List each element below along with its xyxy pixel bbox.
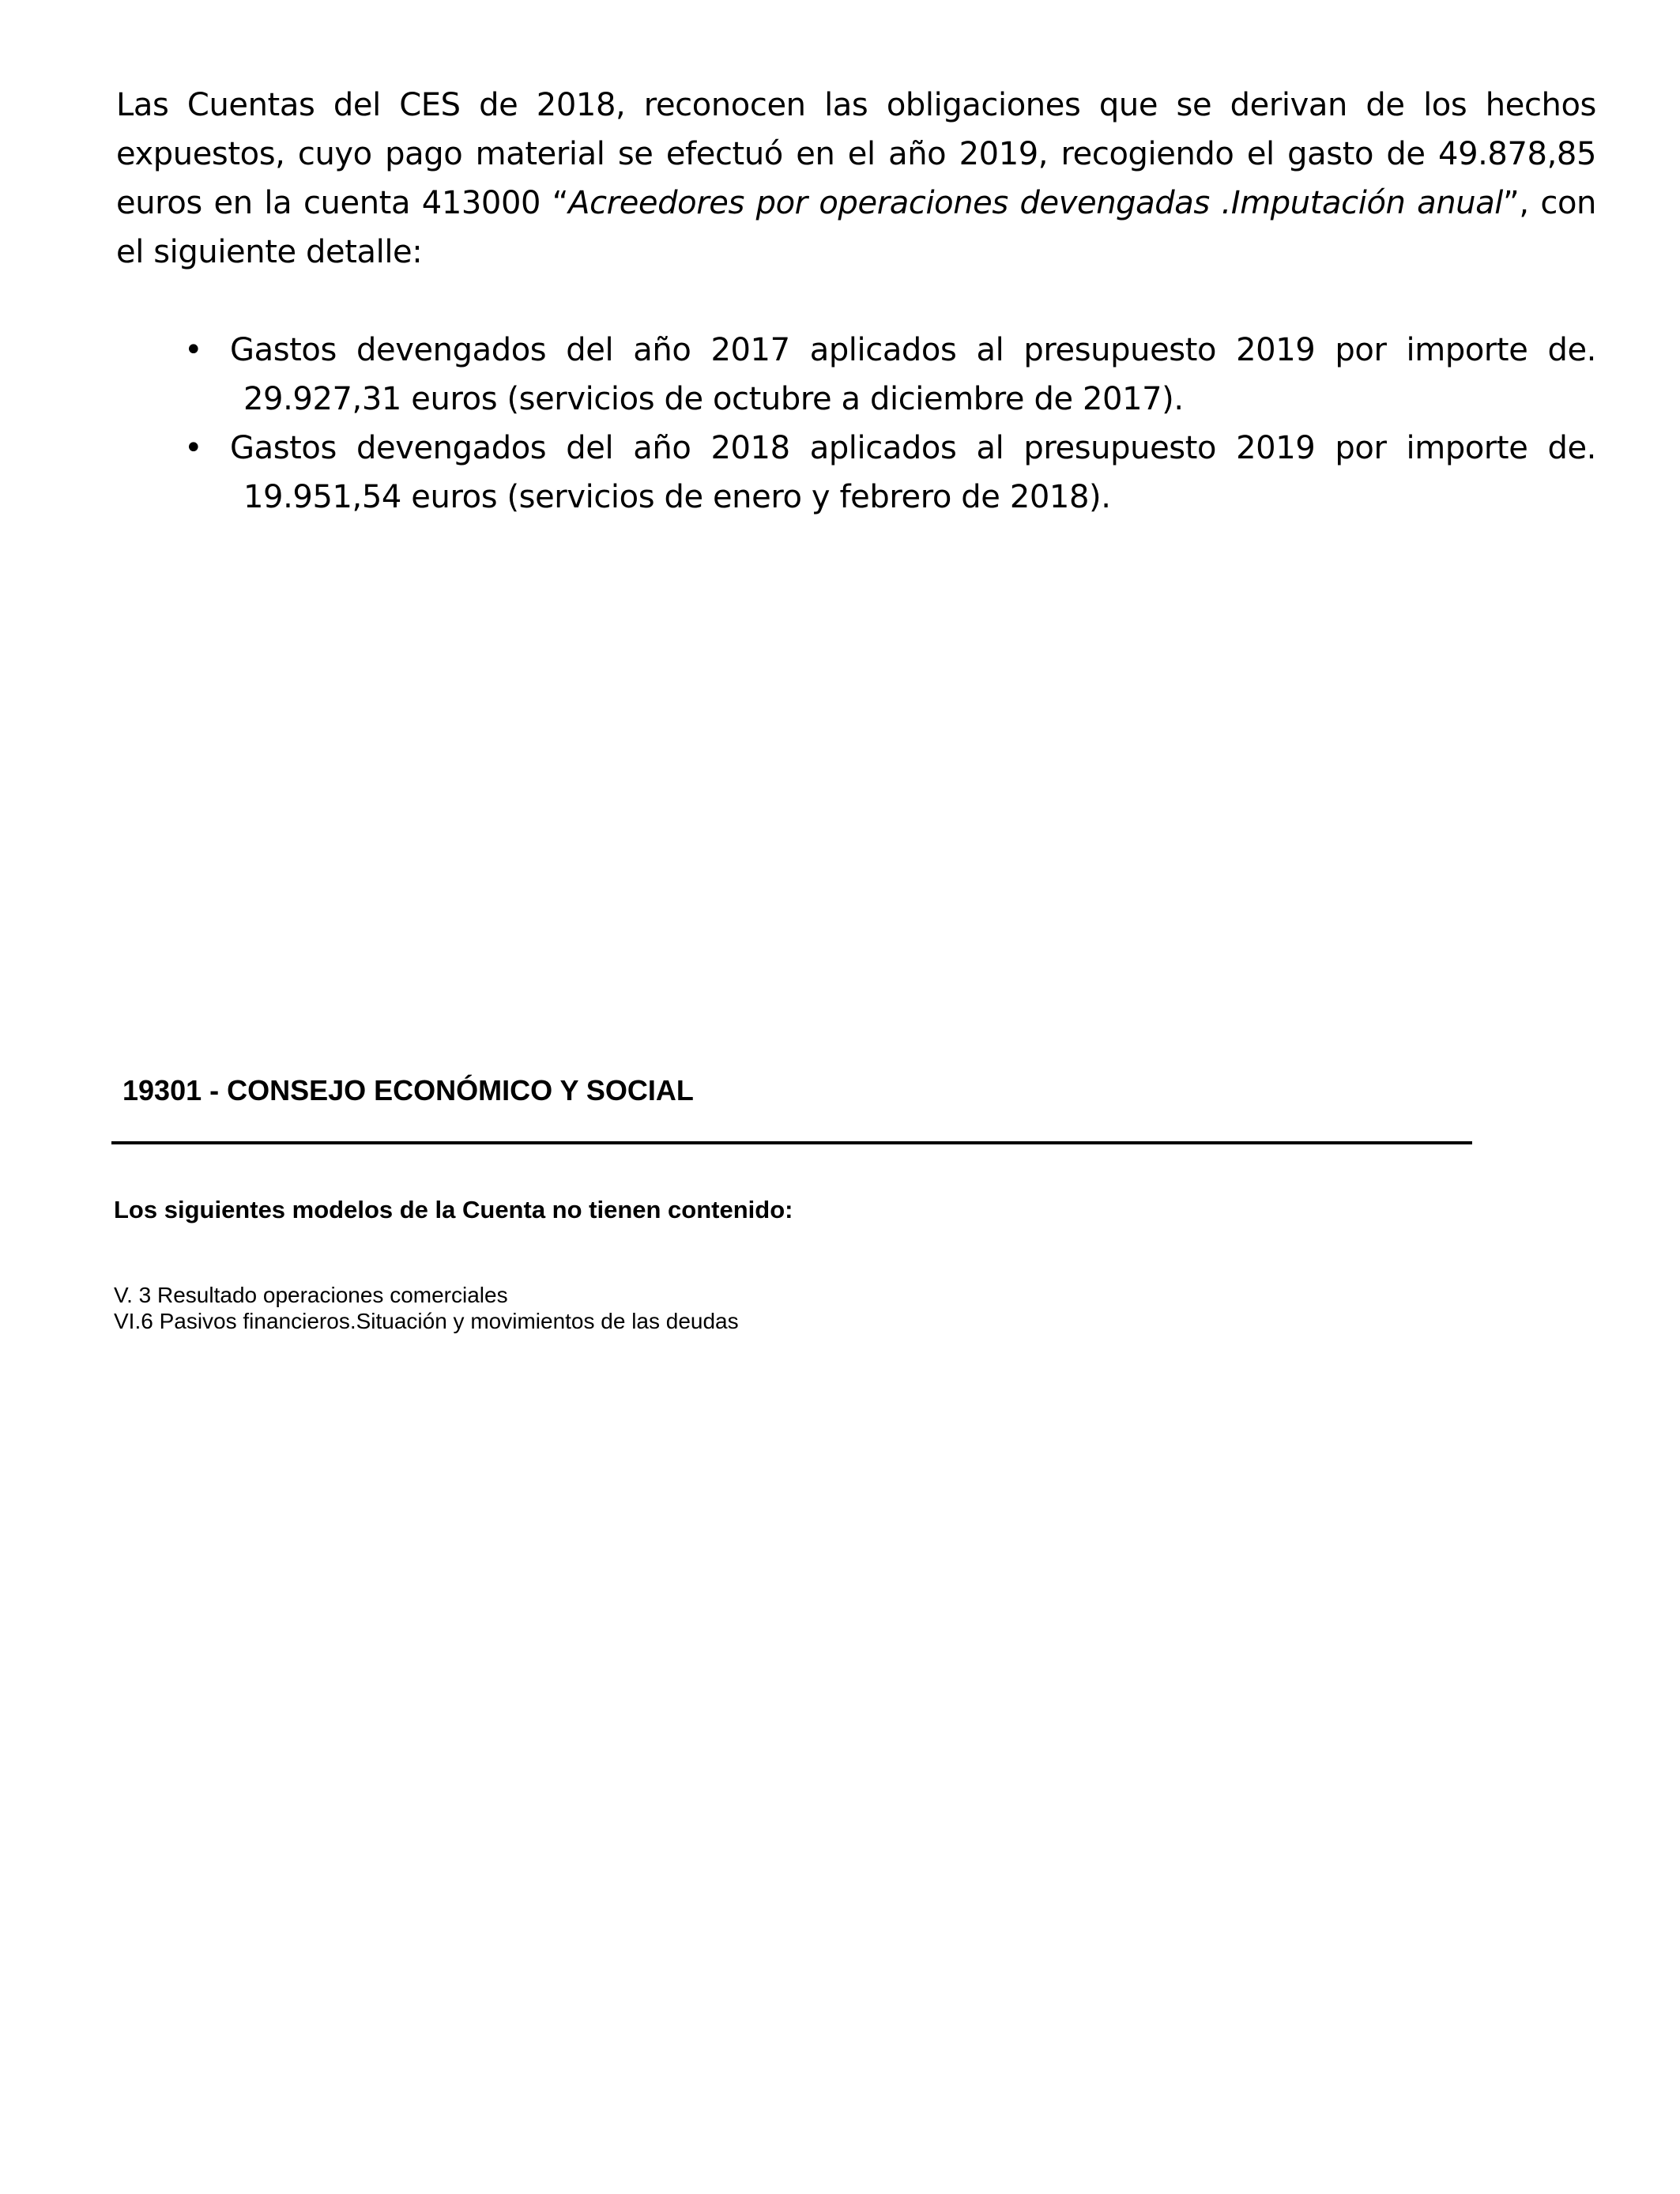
list-item: V. 3 Resultado operaciones comerciales <box>114 1283 508 1307</box>
list-item-line-1: Gastos devengados del año 2018 aplicados al presupuesto 2019 por importe de. <box>230 430 1596 466</box>
expense-detail-list <box>116 326 1596 522</box>
list-item <box>116 326 1596 424</box>
empty-models-list <box>114 1282 739 1334</box>
section-title: 19301 - CONSEJO ECONÓMICO Y SOCIAL <box>122 1074 694 1106</box>
list-item <box>116 424 1596 522</box>
intro-text-end: ”, con el siguiente detalle: <box>116 185 1596 270</box>
bullet-icon: • <box>184 430 203 466</box>
list-item-line-2: 19.951,54 euros (servicios de enero y febrero de 2018). <box>243 479 1111 515</box>
section-subheading: Los siguientes modelos de la Cuenta no tienen contenido: <box>114 1196 793 1223</box>
list-item-line-1: Gastos devengados del año 2017 aplicados al presupuesto 2019 por importe de. <box>230 332 1596 368</box>
intro-paragraph <box>116 81 1596 277</box>
list-item-line-2: 29.927,31 euros (servicios de octubre a diciembre de 2017). <box>243 381 1184 417</box>
bullet-icon: • <box>184 332 203 368</box>
intro-text-start: Las Cuentas del CES de 2018, reconocen las obligaciones que se derivan de los hechos expuestos, cuyo pago material se efectuó en el año 2019, recogiendo el gasto de 49.878,85 euros en la cuenta 413000 “ <box>116 87 1596 221</box>
intro-account-name: Acreedores por operaciones devengadas .Imputación anual <box>568 185 1504 221</box>
section-divider <box>111 1141 1472 1144</box>
list-item: VI.6 Pasivos financieros.Situación y movimientos de las deudas <box>114 1309 739 1333</box>
